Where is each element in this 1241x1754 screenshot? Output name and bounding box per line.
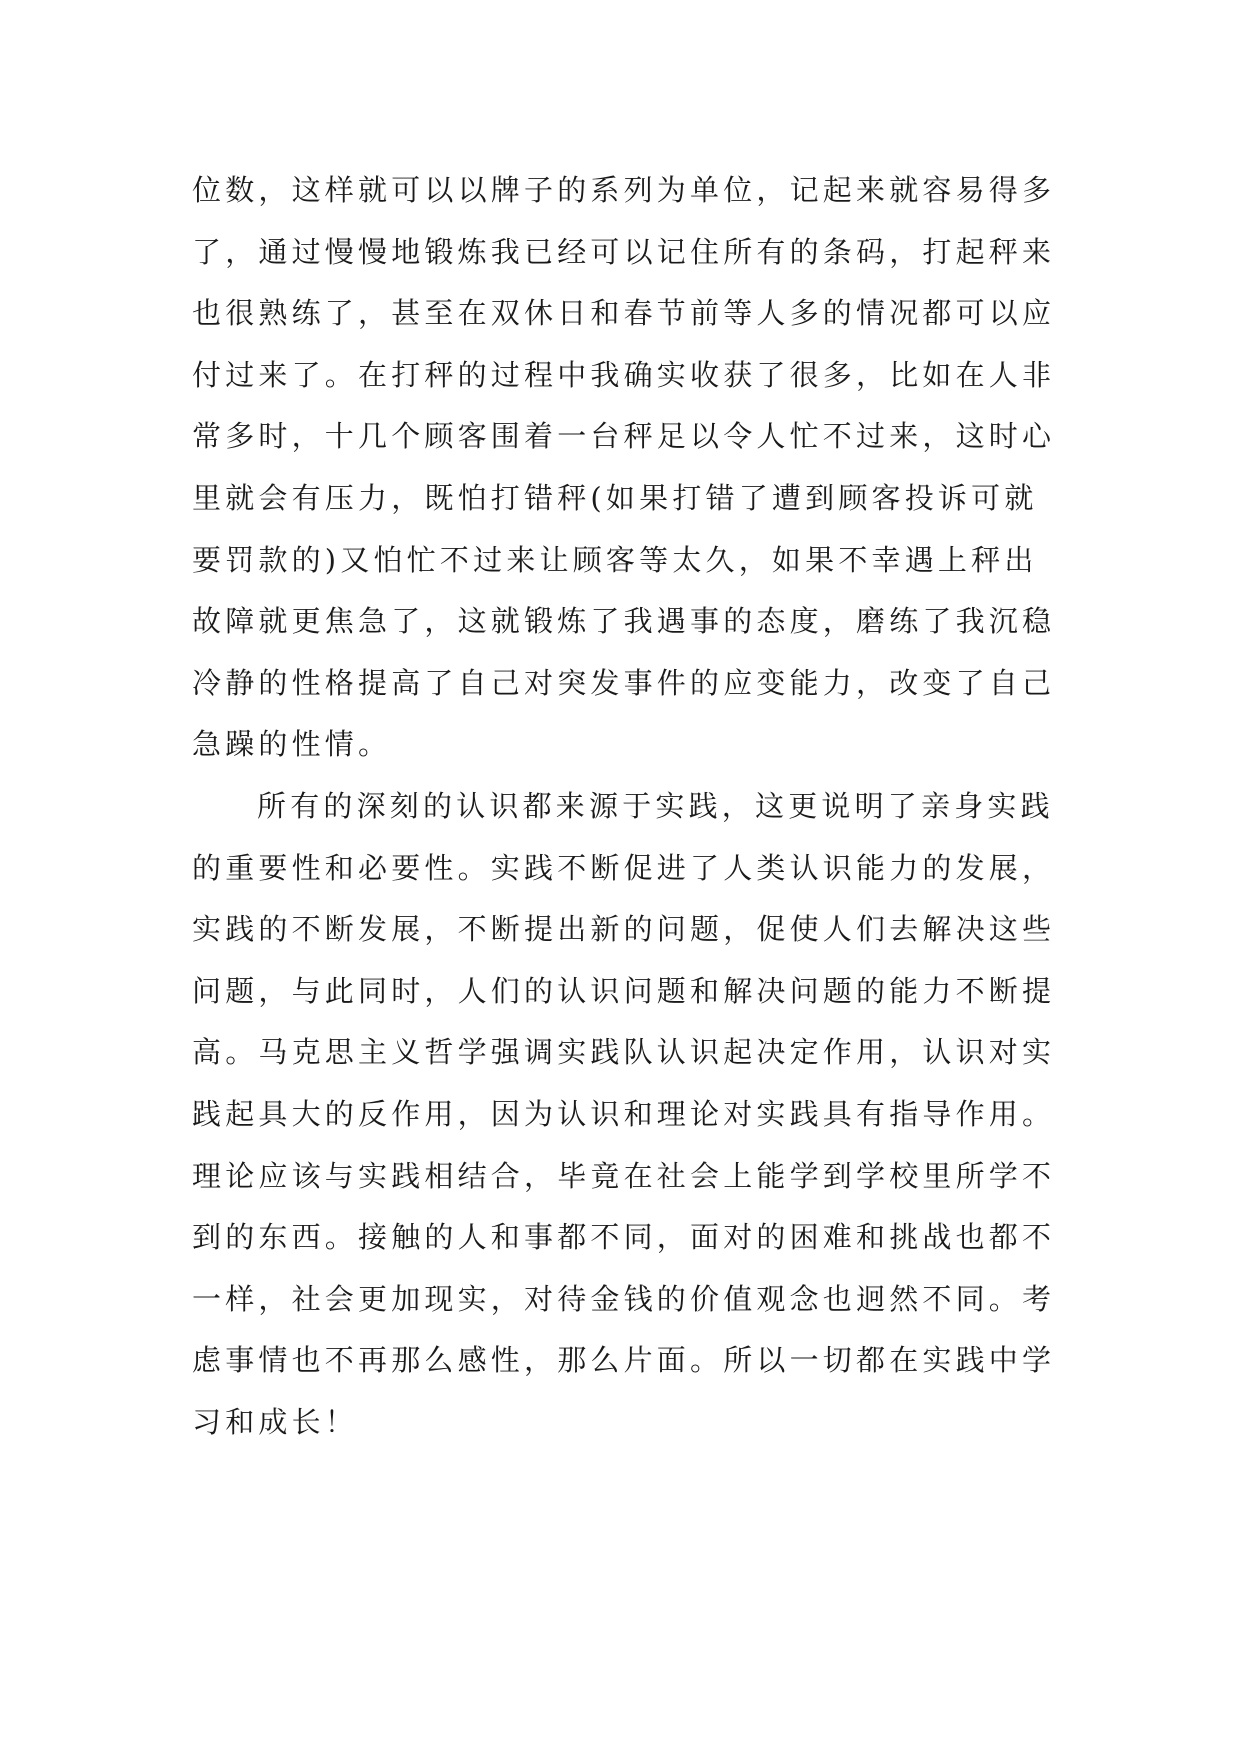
text-line: 虑事情也不再那么感性，那么片面。所以一切都在实践中学 xyxy=(192,1343,1056,1378)
text-line: 高。马克思主义哲学强调实践队认识起决定作用，认识对实 xyxy=(192,1035,1056,1070)
body-text xyxy=(192,160,1062,1453)
text-line: 一样，社会更加现实，对待金钱的价值观念也迥然不同。考 xyxy=(192,1281,1056,1316)
text-line: 问题，与此同时，人们的认识问题和解决问题的能力不断提 xyxy=(192,973,1056,1008)
text-line: 习和成长！ xyxy=(192,1404,359,1439)
text-line: 所有的深刻的认识都来源于实践，这更说明了亲身实践 xyxy=(257,788,1054,823)
text-line: 故障就更焦急了，这就锻炼了我遇事的态度，磨练了我沉稳 xyxy=(192,604,1056,639)
text-line: 实践的不断发展，不断提出新的问题，促使人们去解决这些 xyxy=(192,912,1056,947)
text-line: 到的东西。接触的人和事都不同，面对的困难和挑战也都不 xyxy=(192,1220,1056,1255)
text-line: 常多时，十几个顾客围着一台秤足以令人忙不过来，这时心 xyxy=(192,419,1056,454)
paragraph-2 xyxy=(192,776,1062,1454)
text-line: 践起具大的反作用，因为认识和理论对实践具有指导作用。 xyxy=(192,1096,1056,1131)
text-line: 的重要性和必要性。实践不断促进了人类认识能力的发展， xyxy=(192,850,1056,885)
text-line: 急躁的性情。 xyxy=(192,727,392,762)
text-line: 里就会有压力，既怕打错秤(如果打错了遭到顾客投诉可就 xyxy=(192,480,1038,515)
text-line: 也很熟练了，甚至在双休日和春节前等人多的情况都可以应 xyxy=(192,296,1056,331)
text-line: 要罚款的)又怕忙不过来让顾客等太久，如果不幸遇上秤出 xyxy=(192,542,1038,577)
text-line: 付过来了。在打秤的过程中我确实收获了很多，比如在人非 xyxy=(192,357,1056,392)
text-line: 冷静的性格提高了自己对突发事件的应变能力，改变了自己 xyxy=(192,665,1056,700)
paragraph-1 xyxy=(192,160,1062,776)
text-line: 了，通过慢慢地锻炼我已经可以记住所有的条码，打起秤来 xyxy=(192,234,1056,269)
text-line: 理论应该与实践相结合，毕竟在社会上能学到学校里所学不 xyxy=(192,1158,1056,1193)
text-line: 位数，这样就可以以牌子的系列为单位，记起来就容易得多 xyxy=(192,173,1056,207)
